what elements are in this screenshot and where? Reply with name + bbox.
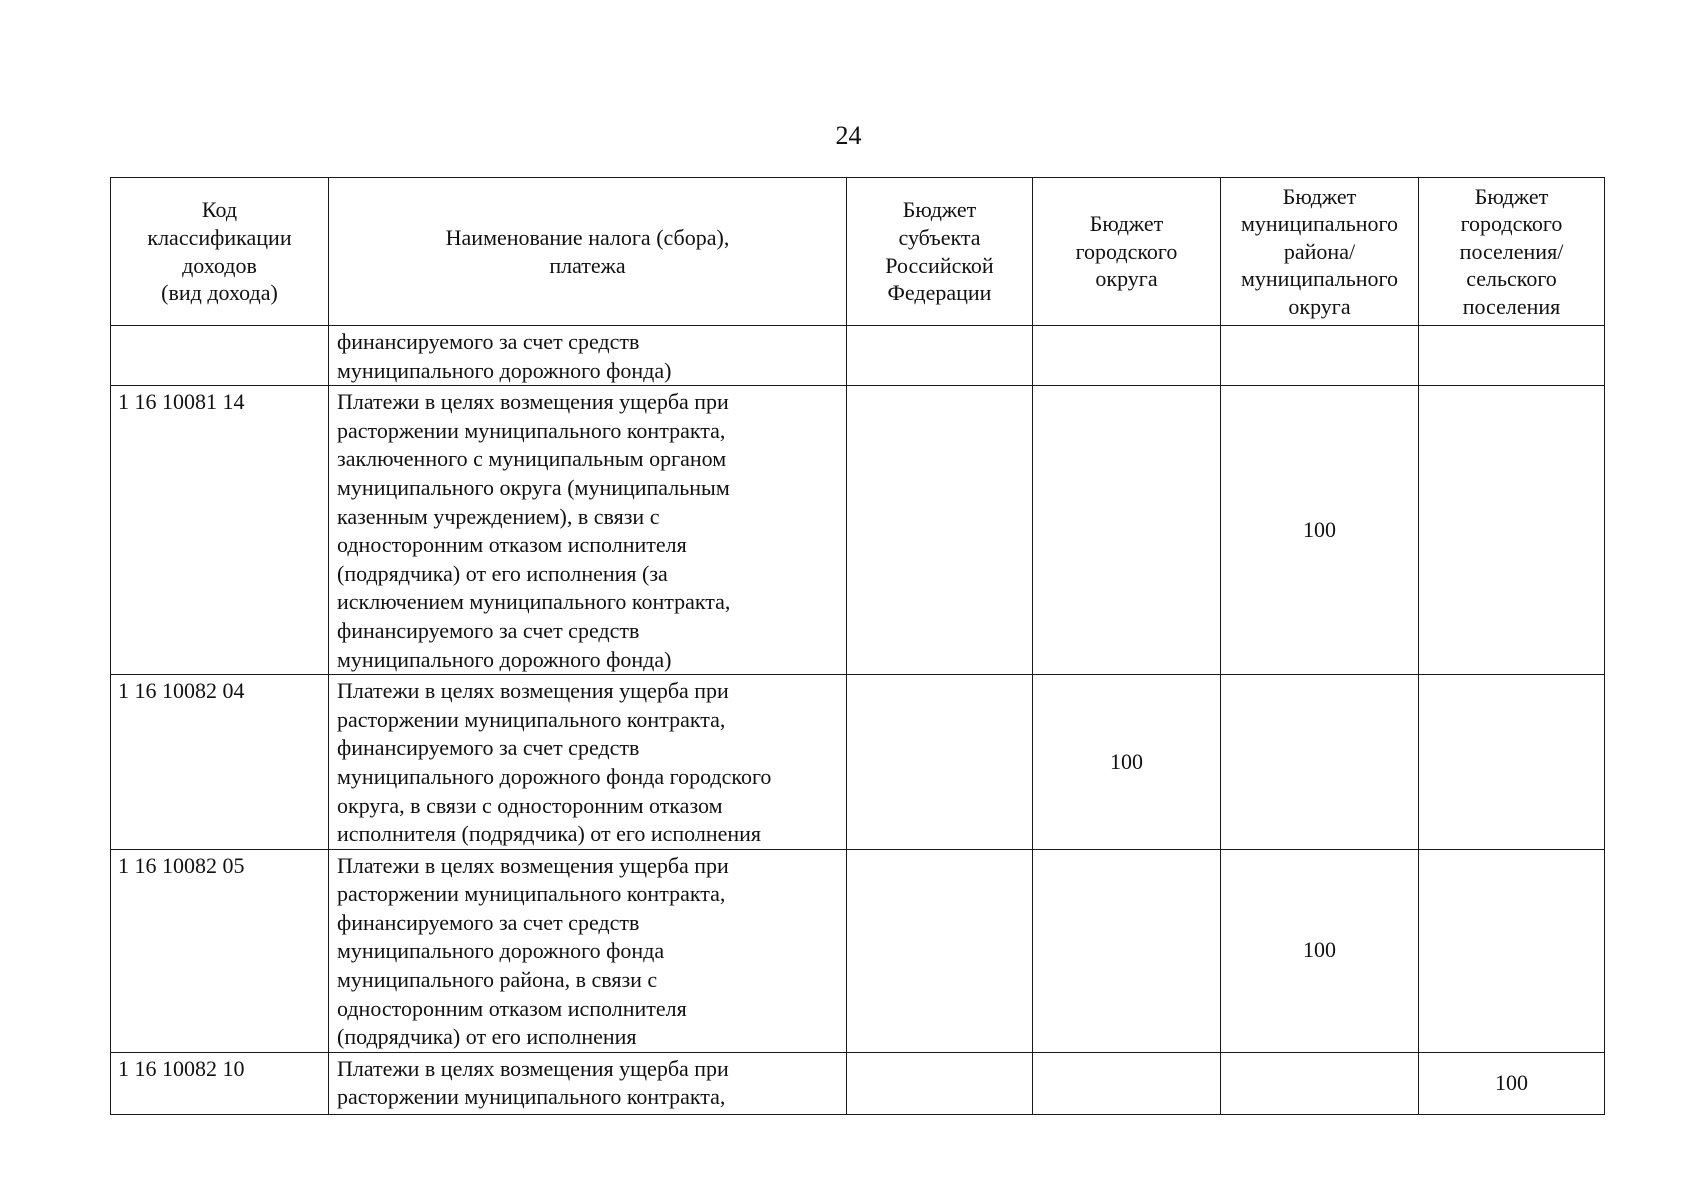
payment-name-line: финансируемого за счет средств [337,735,640,761]
payment-name-line: муниципального округа (муниципальным [337,474,730,500]
table-row [111,1052,1605,1114]
city-district-budget-cell: 100 [1033,675,1221,850]
payment-name-cell [329,675,847,850]
city-district-budget-cell [1033,386,1221,675]
subject-budget-cell [847,386,1033,675]
payment-name-line: Платежи в целях возмещения ущерба при [337,678,729,704]
payment-name-line: односторонним отказом исполнителя [337,995,687,1021]
header-line: Бюджет [1282,183,1357,209]
table-row [111,326,1605,386]
header-line: Бюджет [1089,211,1164,237]
payment-name-cell [329,386,847,675]
header-line: Код [201,197,238,223]
payment-name-line: расторжении муниципального контракта, [337,881,726,907]
payment-name-line: муниципального дорожного фонда) [337,646,672,672]
table-row [111,849,1605,1052]
payment-name-line: казенным учреждением), в связи с [337,503,660,529]
header-code [111,178,329,326]
payment-name-cell [329,326,847,386]
municipal-district-budget-cell [1221,1052,1419,1114]
header-line: поселения [1462,293,1561,319]
settlement-budget-cell [1419,326,1605,386]
payment-name-line: муниципального дорожного фонда [337,938,665,964]
header-line: субъекта [898,224,981,250]
payment-name-line: расторжении муниципального контракта, [337,417,726,443]
payment-name-line: Платежи в целях возмещения ущерба при [337,389,729,415]
city-district-budget-cell [1033,326,1221,386]
payment-name-line: финансируемого за счет средств [337,617,640,643]
payment-name-cell [329,1052,847,1114]
header-line: округа [1288,293,1351,319]
subject-budget-cell [847,1052,1033,1114]
payment-name-line: заключенного с муниципальным органом [337,446,727,472]
header-line: (вид дохода) [161,280,278,306]
subject-budget-cell [847,326,1033,386]
income-code-cell: 1 16 10082 05 [111,849,329,1052]
header-line: городского [1075,238,1178,264]
income-code-cell: 1 16 10082 04 [111,675,329,850]
payment-name-line: расторжении муниципального контракта, [337,1084,726,1110]
header-line: Российской [885,252,994,278]
payment-name-line: Платежи в целях возмещения ущерба при [337,852,729,878]
settlement-budget-cell [1419,849,1605,1052]
income-code-cell: 1 16 10081 14 [111,386,329,675]
header-municipal-district-budget [1221,178,1419,326]
header-line: Наименование налога (сбора), [445,224,730,250]
payment-name-line: расторжении муниципального контракта, [337,706,726,732]
settlement-budget-cell [1419,386,1605,675]
table-row [111,675,1605,850]
municipal-district-budget-cell [1221,675,1419,850]
city-district-budget-cell [1033,849,1221,1052]
subject-budget-cell [847,849,1033,1052]
header-line: Федерации [887,280,992,306]
payment-name-line: округа, в связи с односторонним отказом [337,792,723,818]
header-line: округа [1095,266,1158,292]
municipal-district-budget-cell [1221,326,1419,386]
payment-name-line: исполнителя (подрядчика) от его исполнения [337,821,762,847]
page-number: 24 [835,121,862,150]
payment-name-line: (подрядчика) от его исполнения [337,1024,637,1050]
settlement-budget-cell: 100 [1419,1052,1605,1114]
income-code-cell [111,326,329,386]
table-body [111,326,1605,1115]
header-settlement-budget [1419,178,1605,326]
subject-budget-cell [847,675,1033,850]
payment-name-line: муниципального дорожного фонда городского [337,763,772,789]
settlement-budget-cell [1419,675,1605,850]
header-row [111,178,1605,326]
municipal-district-budget-cell: 100 [1221,849,1419,1052]
revenue-distribution-table [110,177,1605,1115]
city-district-budget-cell [1033,1052,1221,1114]
payment-name-line: Платежи в целях возмещения ущерба при [337,1055,729,1081]
payment-name-cell [329,849,847,1052]
payment-name-line: односторонним отказом исполнителя [337,532,687,558]
header-line: поселения/ [1459,238,1564,264]
header-line: района/ [1283,238,1356,264]
header-city-district-budget [1033,178,1221,326]
payment-name-line: (подрядчика) от его исполнения (за [337,560,668,586]
header-line: муниципального [1240,211,1398,237]
payment-name-line: муниципального дорожного фонда) [337,357,672,383]
payment-name-line: исключением муниципального контракта, [337,589,731,615]
header-line: платежа [549,252,626,278]
payment-name-line: финансируемого за счет средств [337,329,640,354]
header-name [329,178,847,326]
revenue-table-container [110,177,1604,1115]
header-line: классификации [147,224,292,250]
payment-name-line: финансируемого за счет средств [337,909,640,935]
municipal-district-budget-cell: 100 [1221,386,1419,675]
header-line: Бюджет [1474,183,1549,209]
header-line: сельского [1466,266,1557,292]
header-line: городского [1460,211,1563,237]
header-line: доходов [182,252,257,278]
income-code-cell: 1 16 10082 10 [111,1052,329,1114]
table-row [111,386,1605,675]
header-line: Бюджет [902,197,977,223]
header-line: муниципального [1240,266,1398,292]
payment-name-line: муниципального района, в связи с [337,967,658,993]
header-subject-budget [847,178,1033,326]
